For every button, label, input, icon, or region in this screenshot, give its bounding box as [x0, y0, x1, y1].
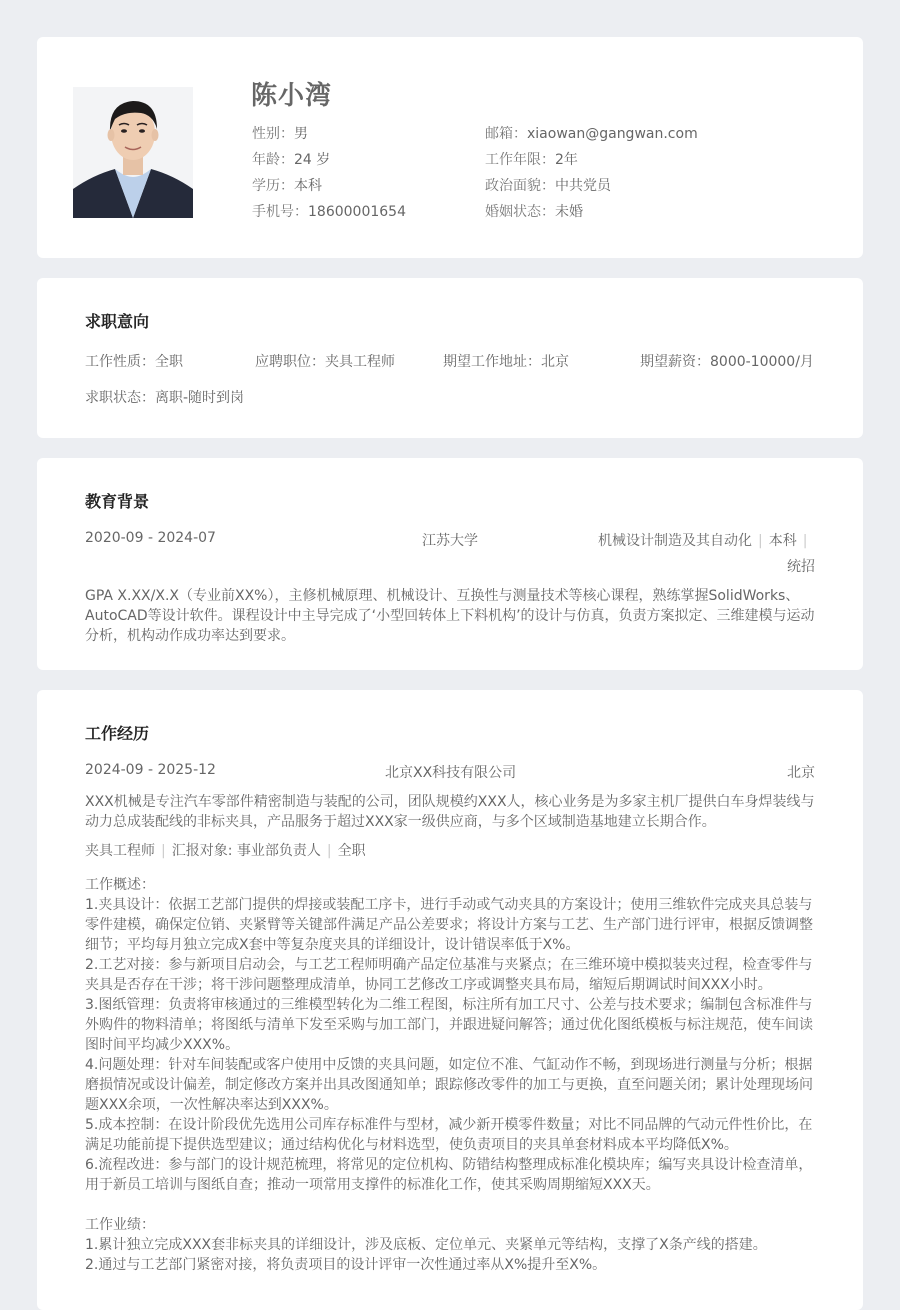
job-type: 工作性质：全职	[85, 354, 183, 370]
major: 机械设计制造及其自动化	[598, 533, 752, 549]
marital-row: 婚姻状态：未婚	[485, 204, 583, 220]
education-card	[37, 458, 863, 670]
education-description: GPA X.XX/X.X（专业前XX%），主修机械原理、机械设计、互换性与测量技术等核心课程，熟练掌握SolidWorks、AutoCAD等设计软件。课程设计中主导完成了‘小型回转体上下料机构’的设计与仿真，负责方案拟定、三维建模与运动分析，机构动作成功率达到要求。	[85, 588, 815, 644]
degree: 本科	[768, 533, 797, 549]
job-position: 应聘职位：夹具工程师	[255, 354, 395, 370]
school-name: 江苏大学	[422, 533, 478, 549]
avatar	[73, 87, 193, 218]
job-intent-card	[37, 278, 863, 438]
study-mode: 统招	[787, 559, 815, 575]
section-title: 工作经历	[85, 724, 150, 743]
work-city: 北京	[787, 765, 815, 781]
role: 夹具工程师	[85, 843, 155, 859]
education-row: 学历：本科	[252, 178, 322, 194]
phone-row: 手机号：18600001654	[252, 204, 406, 220]
achievement-item: 1.累计独立完成XXX套非标夹具的详细设计，涉及底板、定位单元、夹紧单元等结构，支撑了X条产线的搭建。	[85, 1237, 767, 1253]
email-row: 邮箱：xiaowan@gangwan.com	[485, 126, 698, 142]
section-title: 求职意向	[85, 312, 150, 331]
education-dates: 2020-09 - 2024-07	[85, 530, 216, 546]
overview-item: 3.图纸管理：负责将审核通过的三维模型转化为二维工程图，标注所有加工尺寸、公差与技术要求；编制包含标准件与外购件的物料清单；将图纸与清单下发至采购与加工部门，并跟进疑问解答；通过优化图纸模板与标注规范，使车间读图时间平均减少XXX%。	[85, 997, 813, 1053]
achievements-label: 工作业绩：	[85, 1217, 155, 1233]
company-name: 北京XX科技有限公司	[385, 765, 517, 781]
overview-item: 2.工艺对接：参与新项目启动会，与工艺工程师明确产品定位基准与夹紧点；在三维环境中模拟装夹过程，检查零件与夹具是否存在干涉；将干涉问题整理成清单，协同工艺修改工序或调整夹具布局，缩短后期调试时间XXX小时。	[85, 957, 813, 993]
job-location: 期望工作地址：北京	[443, 354, 569, 370]
politics-row: 政治面貌：中共党员	[485, 178, 611, 194]
work-dates: 2024-09 - 2025-12	[85, 762, 216, 778]
age-row: 年龄：24 岁	[252, 152, 331, 168]
company-description: XXX机械是专注汽车零部件精密制造与装配的公司，团队规模约XXX人，核心业务是为多家主机厂提供白车身焊装线与动力总成装配线的非标夹具，产品服务于超过XXX家一级供应商，与多个区域制造基地建立长期合作。	[85, 794, 815, 830]
overview-item: 6.流程改进：参与部门的设计规范梳理，将常见的定位机构、防错结构整理成标准化模块库；编写夹具设计检查清单，用于新员工培训与图纸自查；推动一项常用支撑件的标准化工作，使其采购周期缩短XXX天。	[85, 1157, 813, 1193]
profile-card	[37, 37, 863, 258]
role-line: 夹具工程师 | 汇报对象: 事业部负责人 | 全职	[85, 843, 366, 859]
major-degree: 机械设计制造及其自动化 | 本科 |	[598, 533, 808, 549]
employment-type: 全职	[337, 843, 366, 859]
work-card	[37, 690, 863, 1310]
candidate-name: 陈小湾	[251, 81, 333, 111]
section-title: 教育背景	[85, 492, 150, 511]
job-status: 求职状态：离职-随时到岗	[85, 390, 245, 406]
report-to: 汇报对象: 事业部负责人	[171, 843, 321, 859]
work-overview	[85, 875, 817, 1275]
avatar-photo	[73, 87, 193, 218]
overview-item: 1.夹具设计：依据工艺部门提供的焊接或装配工序卡，进行手动或气动夹具的方案设计；使用三维软件完成夹具总装与零件建模，确保定位销、夹紧臂等关键部件满足产品公差要求；将设计方案与工艺、生产部门进行评审，根据反馈调整细节；平均每月独立完成X套中等复杂度夹具的详细设计，设计错误率低于X%。	[85, 897, 813, 953]
years-row: 工作年限：2年	[485, 152, 578, 168]
achievement-item: 2.通过与工艺部门紧密对接，将负责项目的设计评审一次性通过率从X%提升至X%。	[85, 1257, 607, 1273]
job-salary: 期望薪资：8000-10000/月	[640, 354, 814, 370]
overview-item: 5.成本控制：在设计阶段优先选用公司库存标准件与型材，减少新开模零件数量；对比不同品牌的气动元件性价比，在满足功能前提下提供选型建议；通过结构优化与材料选型，使负责项目的夹具单套材料成本平均降低X%。	[85, 1117, 813, 1153]
overview-label: 工作概述：	[85, 877, 155, 893]
overview-item: 4.问题处理：针对车间装配或客户使用中反馈的夹具问题，如定位不准、气缸动作不畅，到现场进行测量与分析；根据磨损情况或设计偏差，制定修改方案并出具改图通知单；跟踪修改零件的加工与更换，直至问题关闭；累计处理现场问题XXX余项，一次性解决率达到XXX%。	[85, 1057, 813, 1113]
gender-row: 性别：男	[252, 126, 308, 142]
